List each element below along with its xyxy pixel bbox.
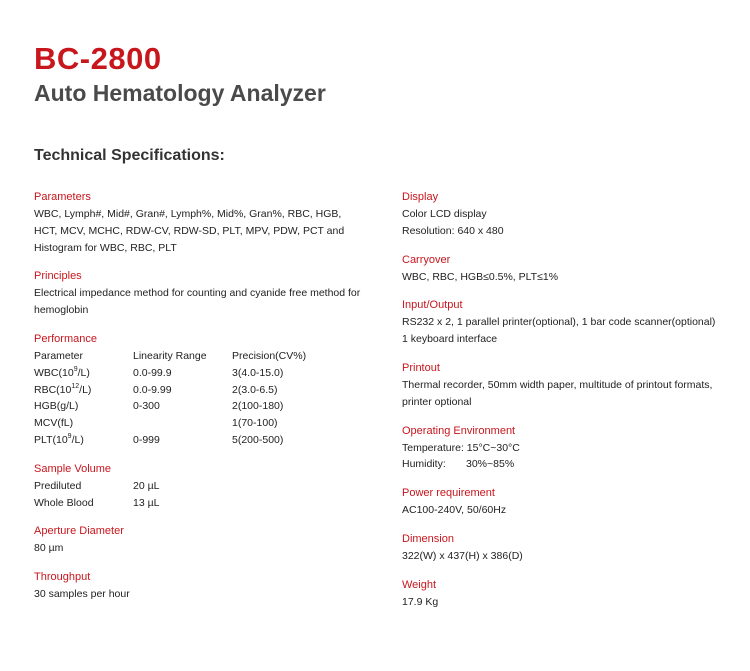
dimension-title: Dimension bbox=[402, 532, 454, 545]
parameters-line: Histogram for WBC, RBC, PLT bbox=[34, 241, 177, 254]
sample-volume-value: 13 µL bbox=[133, 496, 160, 509]
performance-param: $RBC(10^{12}/L)$ bbox=[34, 382, 92, 396]
parameters-line: WBC, Lymph#, Mid#, Gran#, Lymph%, Mid%, Gran%, RBC, HGB, bbox=[34, 208, 342, 220]
parameters-line: HCT, MCV, MCHC, RDW-CV, RDW-SD, PLT, MPV, PDW, PCT and bbox=[34, 224, 345, 237]
io-line: RS232 x 2, 1 parallel printer(optional), 1 bar code scanner(optional) bbox=[402, 316, 716, 329]
spec-heading: Technical Specifications: bbox=[34, 147, 225, 164]
product-subtitle: Auto Hematology Analyzer bbox=[34, 80, 326, 106]
table-row bbox=[34, 415, 379, 432]
performance-precision: 2(100-180) bbox=[232, 400, 284, 413]
environment-title: Operating Environment bbox=[402, 424, 516, 437]
humidity-value: 30%~85% bbox=[466, 458, 515, 471]
carryover-section bbox=[402, 252, 737, 286]
display-section bbox=[402, 189, 737, 240]
environment-section bbox=[402, 423, 737, 474]
parameters-title: Parameters bbox=[34, 191, 91, 203]
right-column bbox=[402, 189, 737, 611]
weight-title: Weight bbox=[402, 578, 437, 591]
sample-volume-label: Prediluted bbox=[34, 479, 82, 492]
product-model: BC-2800 bbox=[34, 41, 162, 76]
io-line: 1 keyboard interface bbox=[402, 333, 498, 346]
carryover-title: Carryover bbox=[402, 253, 451, 266]
aperture-value: 80 µm bbox=[34, 542, 64, 555]
performance-param: $WBC(10^9/L)$ bbox=[34, 365, 90, 379]
display-line: Resolution: 640 x 480 bbox=[402, 224, 504, 237]
parameters-section bbox=[34, 189, 379, 256]
dimension-section bbox=[402, 531, 737, 565]
performance-range bbox=[133, 415, 232, 432]
humidity-label: Humidity: bbox=[402, 458, 446, 471]
performance-range: 0.0-9.99 bbox=[133, 383, 172, 396]
performance-section bbox=[34, 331, 379, 449]
performance-header: Parameter bbox=[34, 349, 84, 362]
weight-value: 17.9 Kg bbox=[402, 595, 439, 608]
power-value: AC100-240V, 50/60Hz bbox=[402, 504, 507, 517]
performance-header: Linearity Range bbox=[133, 349, 207, 362]
power-title: Power requirement bbox=[402, 487, 495, 500]
throughput-title: Throughput bbox=[34, 571, 91, 584]
performance-precision: 1(70-100) bbox=[232, 417, 278, 430]
performance-precision: 3(4.0-15.0) bbox=[232, 366, 284, 379]
environment-temperature: Temperature: 15°C~30°C bbox=[402, 441, 520, 454]
performance-param: $PLT(10^9/L)$ bbox=[34, 432, 84, 446]
io-title: Input/Output bbox=[402, 299, 463, 312]
sample-volume-label: Whole Blood bbox=[34, 496, 94, 509]
principles-section bbox=[34, 268, 379, 319]
performance-range: 0-300 bbox=[133, 400, 160, 413]
table-row bbox=[34, 432, 379, 449]
performance-title: Performance bbox=[34, 332, 97, 345]
dimension-value: 322(W) x 437(H) x 386(D) bbox=[402, 549, 523, 562]
weight-section bbox=[402, 577, 737, 611]
table-row bbox=[34, 365, 379, 382]
sample-volume-title: Sample Volume bbox=[34, 462, 112, 475]
sample-volume-value: 20 µL bbox=[133, 479, 160, 492]
printout-title: Printout bbox=[402, 361, 440, 374]
printout-section bbox=[402, 360, 737, 411]
power-section bbox=[402, 485, 737, 519]
printout-line: printer optional bbox=[402, 395, 472, 408]
principles-line: Electrical impedance method for counting and cyanide free method for bbox=[34, 287, 361, 300]
performance-header: Precision(CV%) bbox=[232, 349, 307, 362]
aperture-title: Aperture Diameter bbox=[34, 525, 124, 538]
performance-header-row bbox=[34, 348, 379, 365]
display-title: Display bbox=[402, 191, 439, 203]
list-item bbox=[34, 495, 379, 512]
performance-precision: 2(3.0-6.5) bbox=[232, 383, 278, 396]
throughput-value: 30 samples per hour bbox=[34, 588, 130, 601]
performance-param: HGB(g/L) bbox=[34, 400, 79, 413]
sample-volume-section bbox=[34, 461, 379, 512]
performance-range: 0-999 bbox=[133, 433, 160, 446]
principles-title: Principles bbox=[34, 270, 82, 283]
carryover-value: WBC, RBC, HGB≤0.5%, PLT≤1% bbox=[402, 270, 559, 283]
left-column bbox=[34, 189, 379, 603]
performance-range: 0.0-99.9 bbox=[133, 366, 172, 379]
throughput-section bbox=[34, 569, 379, 603]
io-section bbox=[402, 297, 737, 348]
table-row bbox=[34, 382, 379, 399]
performance-precision: 5(200-500) bbox=[232, 433, 284, 446]
aperture-section bbox=[34, 523, 379, 557]
environment-humidity bbox=[402, 456, 737, 473]
performance-param: MCV(fL) bbox=[34, 417, 74, 430]
printout-line: Thermal recorder, 50mm width paper, multitude of printout formats, bbox=[402, 378, 713, 391]
display-line: Color LCD display bbox=[402, 208, 487, 220]
table-row bbox=[34, 398, 379, 415]
principles-line: hemoglobin bbox=[34, 304, 89, 317]
list-item bbox=[34, 478, 379, 495]
